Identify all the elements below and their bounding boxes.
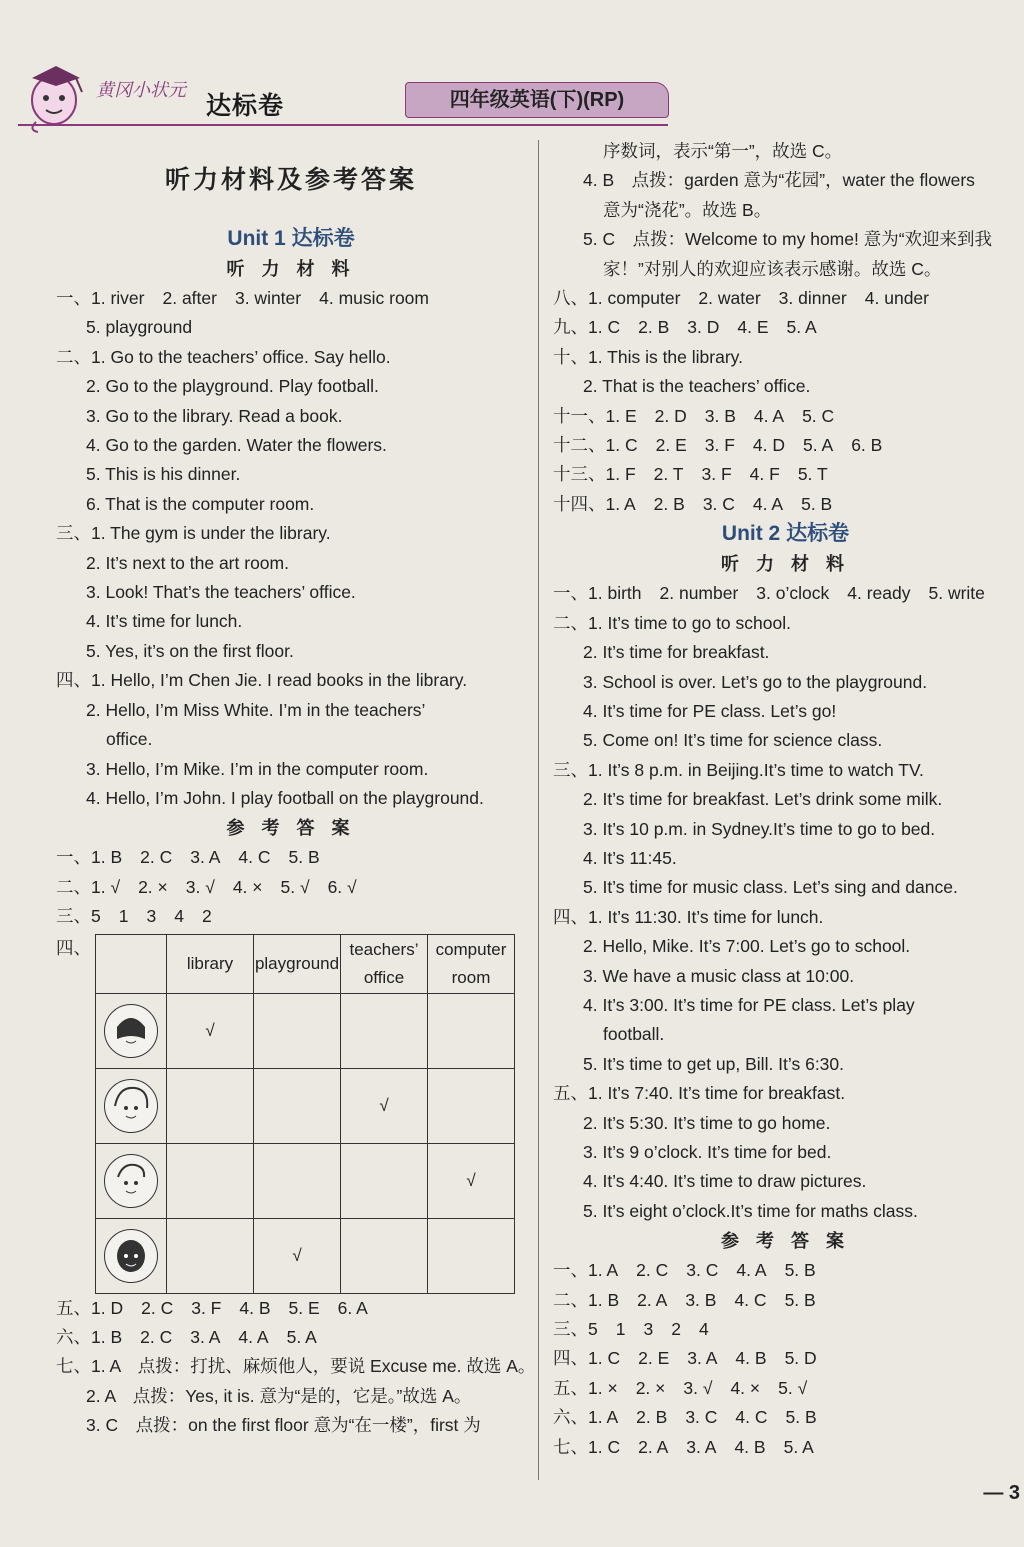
answer-item: 5. T [797, 464, 828, 485]
section-label: 五、 [553, 1377, 588, 1398]
answer-item: 2. D [654, 405, 687, 426]
table-header: library [167, 934, 254, 993]
table-row [96, 1143, 515, 1218]
page-title: 听力材料及参考答案 [164, 166, 417, 194]
answer-item: 4. D [752, 435, 786, 456]
list-item: 2. Hello, Mike. It’s 7:00. Let’s go to school. [583, 936, 911, 957]
answer-item: 2. E [655, 435, 687, 456]
answer-item: 5. A [783, 1436, 814, 1457]
list-item: 3. It’s 9 o’clock. It’s time for bed. [583, 1142, 832, 1162]
answer-item: 1. F [605, 464, 636, 485]
answer-item: 2 [201, 906, 212, 927]
section-label: 四、 [56, 670, 91, 691]
list-item: 5. It’s eight o’clock.It’s time for maths class. [583, 1200, 918, 1221]
answer-item: 1 [118, 906, 129, 927]
u1-listening-s1 [56, 284, 526, 313]
table-cell [341, 1143, 428, 1218]
answer-item: 1. × [588, 1377, 618, 1398]
answer-item: 1. C [588, 1436, 621, 1457]
answer-item: 3. dinner [778, 288, 847, 309]
list-item: 3. Look! That’s the teachers’ office. [86, 582, 356, 603]
explanation-line: 3. C 点拨：on the first floor 意为“在一楼”，first 为 [86, 1415, 481, 1436]
answer-item: 2. C [140, 847, 173, 868]
answer-item: 3. A [686, 1436, 717, 1457]
list-item: 4. Go to the garden. Water the flowers. [86, 435, 387, 456]
table-row [96, 993, 515, 1068]
list-item: 5. Yes, it’s on the first floor. [86, 640, 294, 661]
u1-answer-12 [553, 431, 1018, 460]
answer-item: 6. B [851, 435, 883, 456]
section-label: 二、 [56, 876, 91, 897]
list-item: 2. It’s time for breakfast. [583, 642, 770, 663]
list-item: 4. It’s 4:40. It’s time to draw pictures. [583, 1171, 867, 1192]
answer-item: 1. E [605, 405, 637, 426]
woman-portrait-icon [104, 1079, 158, 1133]
section-label: 十二、 [553, 435, 606, 456]
list-item: office. [106, 729, 153, 750]
answer-item: 4. A [753, 405, 785, 426]
u2-listening-s5 [553, 1079, 1018, 1108]
list-item: 3. It’s 10 p.m. in Sydney.It’s time to go to bed. [583, 818, 936, 839]
answer-item: 3. F [191, 1297, 222, 1318]
u2-answer-7 [553, 1433, 1018, 1462]
table-header-row [96, 934, 515, 993]
answer-item: 2. That is the teachers’ office. [583, 376, 811, 397]
table-header [96, 934, 167, 993]
answer-item: 5 [91, 906, 101, 927]
section-label: 十四、 [553, 493, 606, 514]
list-item: 6. That is the computer room. [86, 493, 315, 514]
unit2-listening-title: 听 力 材 料 [720, 554, 850, 575]
column-divider [538, 140, 539, 1480]
answer-item: 5 [588, 1319, 598, 1340]
list-item: 2. It’s time for breakfast. Let’s drink some milk. [583, 789, 943, 810]
answer-item: 4. B [734, 1436, 766, 1457]
answer-item: 5. B [784, 1260, 816, 1281]
header-title: 达标卷 [206, 92, 285, 120]
portrait-cell [96, 1068, 167, 1143]
answer-item: 4 [174, 906, 184, 927]
table-cell [167, 1218, 254, 1293]
table-cell [428, 1068, 515, 1143]
answer-item: 2. T [653, 464, 684, 485]
section-label: 三、 [553, 759, 588, 780]
table-header: teachers’ office [341, 934, 428, 993]
u2-listening-s4 [553, 903, 1018, 932]
section-label: 三、 [56, 523, 91, 544]
answer-item: 2. A [637, 1289, 668, 1310]
list-item: 3. School is over. Let’s go to the playground. [583, 671, 928, 692]
explanation-line: 2. A 点拨：Yes, it is. 意为“是的，它是。”故选 A。 [86, 1385, 472, 1406]
section-label: 七、 [553, 1436, 588, 1457]
table-row [96, 1068, 515, 1143]
answer-item: 1. A [588, 1260, 619, 1281]
u1-answer-1 [56, 843, 526, 872]
list-item: 1. It’s 11:30. It’s time for lunch. [588, 906, 824, 927]
u2-answer-4 [553, 1344, 1018, 1373]
u1-answer-5 [56, 1294, 526, 1323]
answer-item: 5. E [288, 1297, 320, 1318]
list-item: 5. It’s time for music class. Let’s sing and dance. [583, 877, 958, 898]
section-label: 六、 [56, 1326, 91, 1347]
answer-item: 2. water [698, 288, 761, 309]
portrait-cell [96, 1218, 167, 1293]
unit1-title: Unit 1 达标卷 [227, 227, 355, 250]
list-item: 1. It’s 7:40. It’s time for breakfast. [588, 1083, 846, 1104]
answer-item: 4. × [232, 876, 263, 897]
boy-portrait-icon [104, 1229, 158, 1283]
list-item: 1. birth [588, 583, 642, 604]
answer-item: 3. √ [683, 1377, 713, 1398]
answer-item: 1 [615, 1319, 626, 1340]
answer-item: 3. C [685, 1407, 718, 1428]
section-label: 九、 [553, 317, 588, 338]
answer-item: 2. × [138, 876, 168, 897]
section-label: 七、 [56, 1356, 91, 1377]
section-label: 十三、 [553, 464, 606, 485]
list-item: 4. It’s 3:00. It’s time for PE class. Let’s play [583, 994, 915, 1015]
list-item: 1. Go to the teachers’ office. Say hello. [91, 346, 391, 367]
list-item: 2. number [659, 583, 739, 604]
section-label: 一、 [553, 583, 588, 604]
answer-item: 3 [643, 1319, 654, 1340]
answer-item: 1. √ [91, 876, 121, 897]
list-item: 3. Hello, I’m Mike. I’m in the computer room. [86, 758, 429, 779]
answer-item: 4. C [734, 1289, 767, 1310]
answer-item: 3. C [702, 493, 735, 514]
answer-item: 1. B [91, 847, 123, 868]
explanation-line: 家！”对别人的欢迎应该表示感谢。故选 C。 [603, 258, 942, 279]
section-label: 五、 [56, 1297, 91, 1318]
answer-item: 4. E [737, 317, 769, 338]
answer-item: 5. D [784, 1348, 817, 1369]
list-item: 5. write [928, 583, 985, 604]
answer-item: 1. computer [588, 288, 681, 309]
list-item: 2. It’s next to the art room. [86, 552, 289, 573]
list-item: 5. playground [86, 317, 193, 338]
answer-item: 1. C [588, 1348, 621, 1369]
explanation-line: 1. A 点拨：打扰、麻烦他人，要说 Excuse me. 故选 A。 [91, 1356, 536, 1377]
table-cell [254, 1143, 341, 1218]
answer-item: 3. √ [185, 876, 215, 897]
list-item: football. [603, 1024, 665, 1045]
table-cell: √ [341, 1068, 428, 1143]
table-header: computer room [428, 934, 515, 993]
section-label: 六、 [553, 1407, 588, 1428]
right-column [553, 137, 1018, 1462]
list-item: 3. Go to the library. Read a book. [86, 405, 343, 426]
answer-item: 1. A [588, 1407, 619, 1428]
answer-item: 4. B [239, 1297, 271, 1318]
u2-listening-s1 [553, 579, 1018, 608]
list-item: 1. The gym is under the library. [91, 523, 331, 544]
answer-item: 2. C [636, 1260, 669, 1281]
answer-item: 5. B [801, 493, 833, 514]
u1-answer-13 [553, 460, 1018, 489]
answer-item: 3. B [704, 405, 736, 426]
answer-item: 4. under [864, 288, 929, 309]
answer-item: 3. A [190, 847, 221, 868]
section-label: 一、 [553, 1260, 588, 1281]
portrait-cell [96, 1143, 167, 1218]
answer-item: 1. B [588, 1289, 620, 1310]
answer-item: 5. A [803, 435, 834, 456]
answer-item: 4 [698, 1319, 709, 1340]
u1-answer-4 [56, 934, 526, 1294]
answer-item: 5. A [286, 1326, 317, 1347]
unit2-answers-title: 参 考 答 案 [720, 1231, 850, 1252]
list-item: 4. ready [847, 583, 911, 604]
table-cell: √ [254, 1218, 341, 1293]
list-item: 4. music room [319, 288, 429, 308]
table-cell [254, 993, 341, 1068]
answer-item: 2. E [638, 1348, 670, 1369]
u2-answer-5 [553, 1374, 1018, 1403]
section-label: 三、 [56, 906, 91, 927]
table-cell [254, 1068, 341, 1143]
list-item: 2. Hello, I’m Miss White. I’m in the teachers’ [86, 699, 426, 720]
section-label: 四、 [553, 1348, 588, 1369]
answer-item: 3 [146, 906, 157, 927]
answer-item: 1. A [605, 493, 636, 514]
u1-answer-11 [553, 402, 1018, 431]
answer-item: 2. A [638, 1436, 669, 1457]
list-item: 4. It’s time for lunch. [86, 611, 243, 632]
table-cell [167, 1143, 254, 1218]
answer-item: 4. F [749, 464, 780, 485]
page-header [10, 56, 670, 136]
list-item: 4. It’s time for PE class. Let’s go! [583, 700, 837, 721]
list-item: 1. It’s 8 p.m. in Beijing.It’s time to watch TV. [588, 759, 924, 780]
answer-item: 5. B [288, 847, 320, 868]
section-label: 十、 [553, 346, 588, 367]
u2-answer-3 [553, 1315, 1018, 1344]
answer-item: 4. A [736, 1260, 767, 1281]
mascot-logo-icon [18, 56, 92, 134]
answer-item: 2. × [635, 1377, 666, 1398]
explanation-line: 4. B 点拨：garden 意为“花园”，water the flowers [583, 170, 975, 191]
list-item: 1. It’s time to go to school. [588, 612, 791, 633]
answer-item: 2. B [638, 317, 670, 338]
answer-item: 5. A [786, 317, 817, 338]
explanation-line: 意为“浇花”。故选 B。 [603, 199, 772, 220]
answer-item: 5. B [784, 1289, 816, 1310]
answer-item: 6. √ [327, 876, 357, 897]
unit1-listening-title: 听 力 材 料 [226, 259, 356, 279]
table-cell [341, 1218, 428, 1293]
answer-item: 1. C [605, 435, 638, 456]
answer-item: 2. C [140, 1326, 173, 1347]
list-item: 5. Come on! It’s time for science class. [583, 730, 883, 751]
table-cell [428, 993, 515, 1068]
answer-item: 4. A [752, 493, 784, 514]
answer-item: 2 [671, 1319, 681, 1340]
explanation-line: 序数词，表示“第一”，故选 C。 [603, 141, 843, 161]
section-label: 四、 [553, 906, 588, 927]
list-item: 5. It’s time to get up, Bill. It’s 6:30. [583, 1053, 845, 1074]
answer-item: 3. B [685, 1289, 717, 1310]
answer-item: 4. C [735, 1407, 768, 1428]
answer-item: 1. This is the library. [588, 346, 743, 367]
answer-item: 4. C [238, 847, 271, 868]
answer-item: 2. C [141, 1297, 174, 1318]
unit2-title: Unit 2 达标卷 [721, 522, 850, 546]
u1-answer-10 [553, 343, 1018, 372]
u2-answer-1 [553, 1256, 1018, 1285]
section-label: 八、 [553, 288, 588, 309]
header-rule [18, 124, 668, 126]
u1-answer-6 [56, 1323, 526, 1352]
answer-item: 2. B [653, 493, 685, 514]
u1-answer-8 [553, 284, 1018, 313]
list-item: 5. This is his dinner. [86, 464, 241, 485]
page-number: — 3 [983, 1482, 1020, 1504]
list-item: 2. It’s 5:30. It’s time to go home. [583, 1112, 831, 1133]
explanation-line: 5. C 点拨：Welcome to my home! 意为“欢迎来到我 [583, 229, 993, 250]
answer-item: 1. B [91, 1326, 123, 1347]
u1-listening-s2 [56, 343, 526, 372]
brand-name: 黄冈小状元 [96, 80, 186, 101]
u1-answer-9 [553, 313, 1018, 342]
list-item: 1. river [91, 288, 145, 308]
u2-listening-s3 [553, 756, 1018, 785]
section-label: 二、 [553, 612, 588, 633]
u1-answer-7 [56, 1352, 536, 1381]
table-cell [341, 993, 428, 1068]
section-label: 五、 [553, 1083, 588, 1104]
list-item: 4. Hello, I’m John. I play football on the playground. [86, 787, 484, 808]
grade-badge: 四年级英语(下)(RP) [405, 82, 669, 118]
section-label: 二、 [56, 346, 91, 367]
list-item: 1. Hello, I’m Chen Jie. I read books in the library. [91, 670, 468, 691]
u1-answer-14 [553, 490, 1018, 519]
answer-item: 4. A [238, 1326, 269, 1347]
u1-answer-2 [56, 873, 526, 902]
table-cell: √ [428, 1143, 515, 1218]
boy-portrait-icon [104, 1154, 158, 1208]
table-cell: √ [167, 993, 254, 1068]
answer-item: 2. B [636, 1407, 668, 1428]
u2-answer-6 [553, 1403, 1018, 1432]
list-item: 3. winter [234, 288, 302, 308]
table-cell [167, 1068, 254, 1143]
u2-listening-s2 [553, 609, 1018, 638]
left-column [56, 160, 536, 1441]
answer-item: 5. √ [280, 876, 310, 897]
u1-answer-3 [56, 902, 526, 931]
list-item: 2. Go to the playground. Play football. [86, 376, 379, 397]
answer-item: 3. D [687, 317, 720, 338]
section-label: 二、 [553, 1289, 588, 1310]
answer-item: 6. A [337, 1297, 368, 1318]
list-item: 3. o’clock [756, 583, 830, 604]
answer-item: 3. C [686, 1260, 719, 1281]
section-label: 一、 [56, 847, 91, 868]
answer-item: 4. B [735, 1348, 767, 1369]
u2-answer-2 [553, 1286, 1018, 1315]
unit1-answers-title: 参 考 答 案 [226, 818, 356, 839]
table-row [96, 1218, 515, 1293]
section-label: 一、 [56, 288, 91, 308]
portrait-cell [96, 993, 167, 1068]
answer-item: 5. B [785, 1407, 817, 1428]
answer-item: 5. √ [778, 1377, 808, 1398]
answer-item: 5. C [802, 405, 835, 426]
section-label: 十一、 [553, 405, 606, 426]
u1-listening-s4 [56, 666, 526, 695]
section-label: 三、 [553, 1319, 588, 1340]
table-cell [428, 1218, 515, 1293]
answer-table [95, 934, 515, 1294]
answer-item: 3. A [687, 1348, 718, 1369]
list-item: 2. after [162, 288, 217, 308]
answer-item: 4. × [730, 1377, 761, 1398]
table-header: playground [254, 934, 341, 993]
list-item: 4. It’s 11:45. [583, 847, 677, 868]
answer-item: 3. A [190, 1326, 221, 1347]
section-label: 四、 [56, 937, 91, 958]
u1-listening-s3 [56, 519, 526, 548]
answer-item: 3. F [704, 435, 735, 456]
girl-portrait-icon [104, 1004, 158, 1058]
list-item: 3. We have a music class at 10:00. [583, 965, 855, 986]
answer-item: 1. D [91, 1297, 124, 1318]
answer-item: 1. C [588, 317, 621, 338]
answer-item: 3. F [701, 464, 732, 485]
